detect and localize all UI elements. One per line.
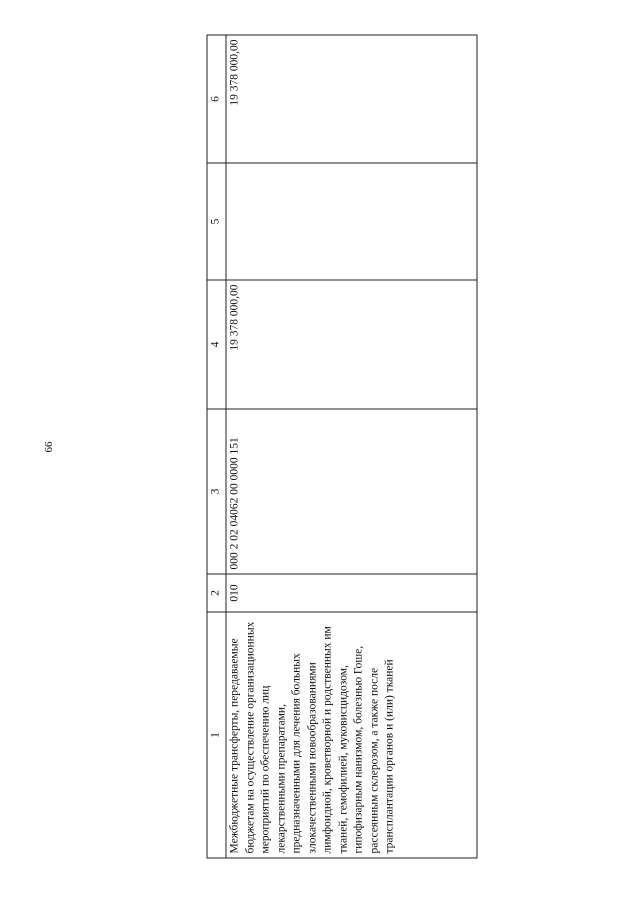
table-header-row xyxy=(207,35,226,858)
header-col-5: 5 xyxy=(207,163,226,280)
header-col-3: 3 xyxy=(207,409,226,574)
budget-table xyxy=(207,35,478,859)
header-col-6: 6 xyxy=(207,35,226,163)
header-col-2: 2 xyxy=(207,574,226,612)
page-number: 66 xyxy=(43,441,55,453)
budget-table-container xyxy=(207,36,478,859)
header-col-1: 1 xyxy=(207,612,226,858)
row-col4-value: 19 378 000,00 xyxy=(226,280,477,409)
row-col6-value: 19 378 000,00 xyxy=(226,35,477,163)
header-col-4: 4 xyxy=(207,280,226,409)
table-row xyxy=(226,35,477,858)
row-line-code: 010 xyxy=(226,574,477,612)
row-col5-value xyxy=(226,163,477,280)
row-budget-code: 000 2 02 04062 00 0000 151 xyxy=(226,409,477,574)
row-description: Межбюджетные трансферты, передаваемые бюджетам на осуществление организационных мероприятий по обеспечению лиц лекарственными препаратами, предназначенными для лечения больных злокачественными новообразованиями лимфоидной, кроветворной и родственных им тканей, гемофилией, муковисцидозом, гипофизарным нанизмом, болезнью Гоше, рассеянным склерозом, а также после трансплантации органов и (или) тканей xyxy=(226,612,477,858)
